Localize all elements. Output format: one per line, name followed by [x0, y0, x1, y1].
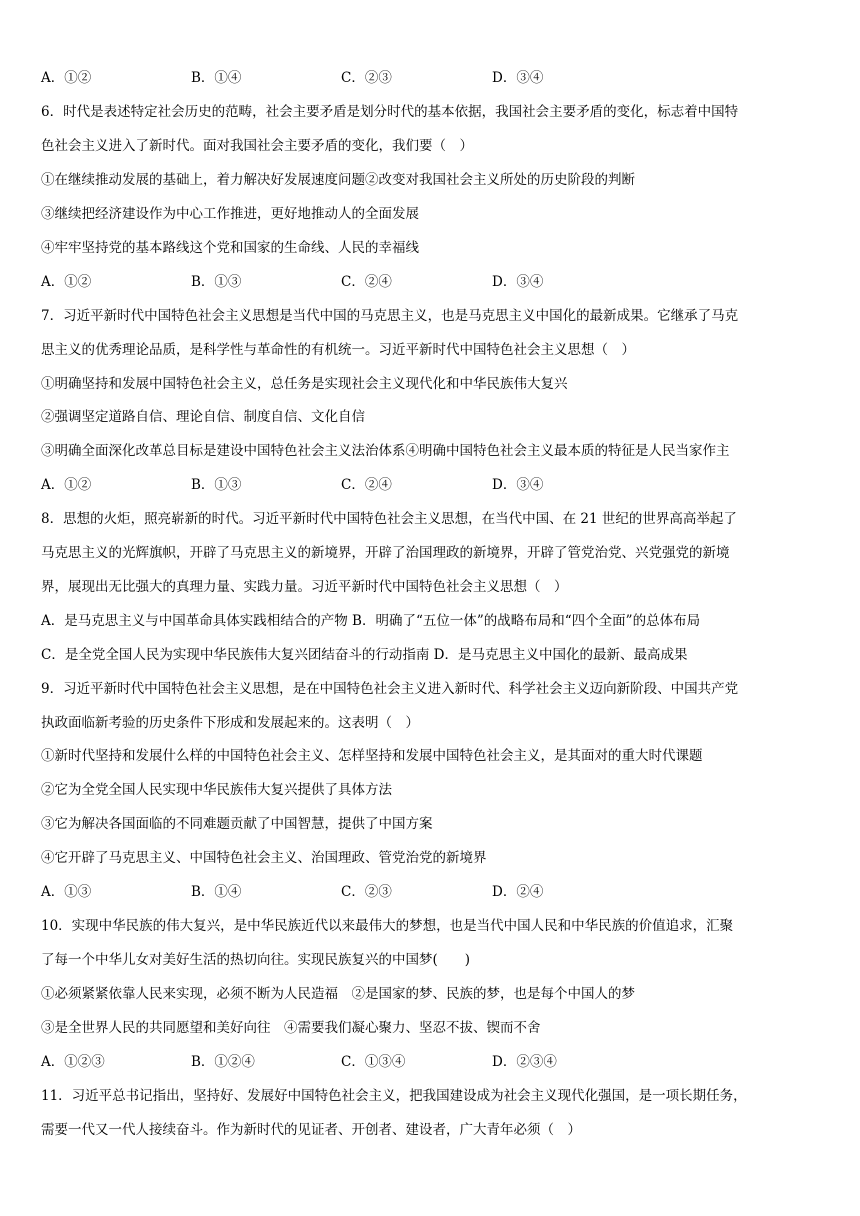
q7-option-a: A．①② — [41, 477, 92, 493]
q10-item-1: ①必须紧紧依靠人民来实现，必须不断为人民造福 ②是国家的梦、民族的梦，也是每个中国人的梦 — [41, 986, 635, 1002]
q10-stem-line-2: 了每一个中华儿女对美好生活的热切向往。实现民族复兴的中国梦( ) — [41, 952, 471, 968]
q6-option-b: B．①③ — [191, 274, 242, 290]
q10-options — [41, 1052, 821, 1072]
q5-option-d: D．③④ — [492, 70, 544, 86]
q9-stem-line-2: 执政面临新考验的历史条件下形成和发展起来的。这表明（ ） — [41, 715, 419, 731]
q5-option-b: B．①④ — [191, 70, 242, 86]
q7-stem-line-1: 7．习近平新时代中国特色社会主义思想是当代中国的马克思主义，也是马克思主义中国化的最新成果。它继承了马克 — [41, 308, 739, 324]
q9-option-d: D．②④ — [492, 884, 544, 900]
q7-options — [41, 475, 821, 495]
q6-item-1: ①在继续推动发展的基础上，着力解决好发展速度问题②改变对我国社会主义所处的历史阶段的判断 — [41, 172, 635, 188]
q8-options-line-1: A．是马克思主义与中国革命具体实践相结合的产物 B．明确了“五位一体”的战略布局和“四个全面”的总体布局 — [41, 613, 701, 629]
q8-options-line-2: C．是全党全国人民为实现中华民族伟大复兴团结奋斗的行动指南 D．是马克思主义中国化的最新、最高成果 — [41, 647, 688, 663]
q6-item-3: ④牢牢坚持党的基本路线这个党和国家的生命线、人民的幸福线 — [41, 240, 419, 256]
q5-options — [41, 68, 821, 88]
q8-stem-line-1: 8．思想的火炬，照亮崭新的时代。习近平新时代中国特色社会主义思想，在当代中国、在 21 世纪的世界高高举起了 — [41, 511, 737, 527]
q8-stem-line-3: 界，展现出无比强大的真理力量、实践力量。习近平新时代中国特色社会主义思想（ ） — [41, 579, 568, 595]
q7-item-3: ③明确全面深化改革总目标是建设中国特色社会主义法治体系④明确中国特色社会主义最本质的特征是人民当家作主 — [41, 443, 730, 459]
q10-item-2: ③是全世界人民的共同愿望和美好向往 ④需要我们凝心聚力、坚忍不拔、锲而不舍 — [41, 1020, 541, 1036]
q7-option-b: B．①③ — [191, 477, 242, 493]
q6-stem-line-2: 色社会主义进入了新时代。面对我国社会主要矛盾的变化，我们要（ ） — [41, 138, 473, 154]
q9-stem-line-1: 9．习近平新时代中国特色社会主义思想，是在中国特色社会主义进入新时代、科学社会主义迈向新阶段、中国共产党 — [41, 681, 739, 697]
q6-option-d: D．③④ — [492, 274, 544, 290]
q6-stem-line-1: 6．时代是表述特定社会历史的范畴，社会主要矛盾是划分时代的基本依据，我国社会主要矛盾的变化，标志着中国特 — [41, 104, 739, 120]
q9-option-c: C．②③ — [341, 884, 392, 900]
q8-stem-line-2: 马克思主义的光辉旗帜，开辟了马克思主义的新境界，开辟了治国理政的新境界，开辟了管党治党、兴党强党的新境 — [41, 545, 730, 561]
q10-option-d: D．②③④ — [492, 1054, 557, 1070]
q11-stem-line-1: 11．习近平总书记指出，坚持好、发展好中国特色社会主义，把我国建设成为社会主义现代化强国，是一项长期任务， — [41, 1088, 747, 1104]
q6-option-c: C．②④ — [341, 274, 392, 290]
q9-option-a: A．①③ — [41, 884, 92, 900]
q11-stem-line-2: 需要一代又一代人接续奋斗。作为新时代的见证者、开创者、建设者，广大青年必须（ ） — [41, 1122, 581, 1138]
q6-options — [41, 272, 821, 292]
q6-item-2: ③继续把经济建设作为中心工作推进，更好地推动人的全面发展 — [41, 206, 419, 222]
q9-item-2: ②它为全党全国人民实现中华民族伟大复兴提供了具体方法 — [41, 782, 392, 798]
q9-item-4: ④它开辟了马克思主义、中国特色社会主义、治国理政、管党治党的新境界 — [41, 850, 487, 866]
q7-item-2: ②强调坚定道路自信、理论自信、制度自信、文化自信 — [41, 409, 365, 425]
q7-option-c: C．②④ — [341, 477, 392, 493]
q10-option-c: C．①③④ — [341, 1054, 406, 1070]
q7-item-1: ①明确坚持和发展中国特色社会主义，总任务是实现社会主义现代化和中华民族伟大复兴 — [41, 376, 568, 392]
q5-option-c: C．②③ — [341, 70, 392, 86]
q9-item-1: ①新时代坚持和发展什么样的中国特色社会主义、怎样坚持和发展中国特色社会主义，是其面对的重大时代课题 — [41, 748, 703, 764]
q9-options — [41, 882, 821, 902]
q6-option-a: A．①② — [41, 274, 92, 290]
q10-stem-line-1: 10．实现中华民族的伟大复兴，是中华民族近代以来最伟大的梦想，也是当代中国人民和中华民族的价值追求，汇聚 — [41, 918, 734, 934]
q9-item-3: ③它为解决各国面临的不同难题贡献了中国智慧，提供了中国方案 — [41, 816, 433, 832]
q9-option-b: B．①④ — [191, 884, 242, 900]
q10-option-b: B．①②④ — [191, 1054, 255, 1070]
q7-option-d: D．③④ — [492, 477, 544, 493]
q5-option-a: A．①② — [41, 70, 92, 86]
q7-stem-line-2: 思主义的优秀理论品质，是科学性与革命性的有机统一。习近平新时代中国特色社会主义思想（ ） — [41, 342, 635, 358]
q10-option-a: A．①②③ — [41, 1054, 105, 1070]
